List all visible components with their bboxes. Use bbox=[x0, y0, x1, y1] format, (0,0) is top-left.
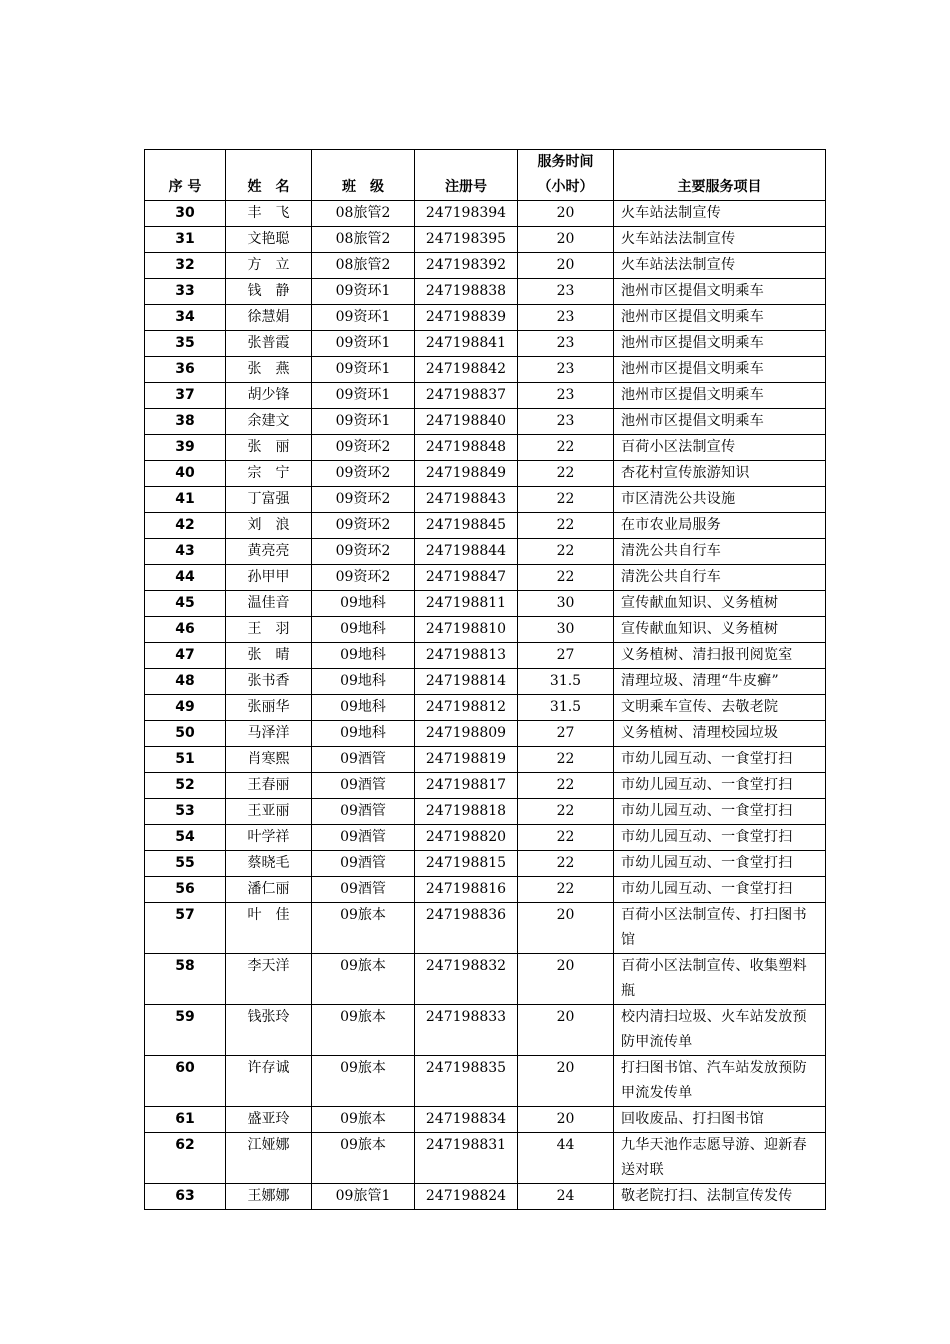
cell-name: 孙甲甲 bbox=[226, 565, 312, 591]
cell-hours: 20 bbox=[518, 903, 614, 954]
cell-hours: 23 bbox=[518, 279, 614, 305]
cell-service: 清洗公共自行车 bbox=[614, 565, 826, 591]
cell-service: 市幼儿园互动、一食堂打扫 bbox=[614, 851, 826, 877]
table-row bbox=[145, 903, 826, 954]
cell-name: 文艳聪 bbox=[226, 227, 312, 253]
cell-reg: 247198394 bbox=[415, 201, 518, 227]
cell-hours: 27 bbox=[518, 721, 614, 747]
cell-hours: 31.5 bbox=[518, 695, 614, 721]
cell-service: 市区清洗公共设施 bbox=[614, 487, 826, 513]
cell-hours: 27 bbox=[518, 643, 614, 669]
cell-name: 张 燕 bbox=[226, 357, 312, 383]
cell-name: 丰 飞 bbox=[226, 201, 312, 227]
cell-name: 黄亮亮 bbox=[226, 539, 312, 565]
table-row bbox=[145, 1133, 826, 1184]
cell-no: 30 bbox=[145, 201, 226, 227]
cell-no: 60 bbox=[145, 1056, 226, 1107]
header-service: 主要服务项目 bbox=[614, 150, 826, 201]
cell-hours: 23 bbox=[518, 305, 614, 331]
cell-hours: 22 bbox=[518, 539, 614, 565]
cell-class: 09资环2 bbox=[312, 461, 415, 487]
cell-reg: 247198824 bbox=[415, 1184, 518, 1210]
cell-name: 许存诚 bbox=[226, 1056, 312, 1107]
cell-reg: 247198813 bbox=[415, 643, 518, 669]
cell-reg: 247198820 bbox=[415, 825, 518, 851]
cell-class: 09旅本 bbox=[312, 1133, 415, 1184]
cell-class: 09资环2 bbox=[312, 565, 415, 591]
cell-no: 35 bbox=[145, 331, 226, 357]
table-body bbox=[145, 201, 826, 1210]
cell-service: 百荷小区法制宣传、打扫图书馆 bbox=[614, 903, 826, 954]
cell-name: 钱 静 bbox=[226, 279, 312, 305]
cell-class: 09资环1 bbox=[312, 279, 415, 305]
header-hours-line1: 服务时间 bbox=[537, 154, 594, 170]
cell-hours: 30 bbox=[518, 617, 614, 643]
cell-hours: 22 bbox=[518, 799, 614, 825]
table-row bbox=[145, 747, 826, 773]
cell-service: 义务植树、清理校园垃圾 bbox=[614, 721, 826, 747]
cell-hours: 22 bbox=[518, 461, 614, 487]
cell-hours: 22 bbox=[518, 487, 614, 513]
cell-class: 08旅管2 bbox=[312, 201, 415, 227]
cell-reg: 247198814 bbox=[415, 669, 518, 695]
cell-no: 61 bbox=[145, 1107, 226, 1133]
cell-service: 在市农业局服务 bbox=[614, 513, 826, 539]
cell-hours: 20 bbox=[518, 227, 614, 253]
cell-service: 清洗公共自行车 bbox=[614, 539, 826, 565]
table-row bbox=[145, 305, 826, 331]
cell-no: 43 bbox=[145, 539, 226, 565]
cell-hours: 30 bbox=[518, 591, 614, 617]
cell-name: 刘 浪 bbox=[226, 513, 312, 539]
cell-class: 09酒管 bbox=[312, 747, 415, 773]
table-row bbox=[145, 357, 826, 383]
cell-reg: 247198833 bbox=[415, 1005, 518, 1056]
cell-service: 文明乘车宣传、去敬老院 bbox=[614, 695, 826, 721]
table-row bbox=[145, 799, 826, 825]
cell-class: 09资环2 bbox=[312, 513, 415, 539]
cell-name: 蔡晓毛 bbox=[226, 851, 312, 877]
cell-reg: 247198812 bbox=[415, 695, 518, 721]
table-row bbox=[145, 565, 826, 591]
cell-service: 市幼儿园互动、一食堂打扫 bbox=[614, 877, 826, 903]
cell-no: 54 bbox=[145, 825, 226, 851]
cell-no: 57 bbox=[145, 903, 226, 954]
cell-name: 王亚丽 bbox=[226, 799, 312, 825]
cell-reg: 247198848 bbox=[415, 435, 518, 461]
cell-hours: 22 bbox=[518, 513, 614, 539]
cell-no: 32 bbox=[145, 253, 226, 279]
cell-hours: 22 bbox=[518, 773, 614, 799]
table-row bbox=[145, 331, 826, 357]
cell-service: 校内清扫垃圾、火车站发放预防甲流传单 bbox=[614, 1005, 826, 1056]
cell-reg: 247198838 bbox=[415, 279, 518, 305]
cell-hours: 20 bbox=[518, 954, 614, 1005]
table-row bbox=[145, 461, 826, 487]
cell-reg: 247198840 bbox=[415, 409, 518, 435]
cell-class: 09酒管 bbox=[312, 773, 415, 799]
cell-reg: 247198395 bbox=[415, 227, 518, 253]
cell-service: 百荷小区法制宣传 bbox=[614, 435, 826, 461]
cell-name: 李天洋 bbox=[226, 954, 312, 1005]
cell-reg: 247198836 bbox=[415, 903, 518, 954]
cell-no: 49 bbox=[145, 695, 226, 721]
table-header-row bbox=[145, 150, 826, 201]
table-row bbox=[145, 669, 826, 695]
table-row bbox=[145, 721, 826, 747]
cell-service: 敬老院打扫、法制宣传发传 bbox=[614, 1184, 826, 1210]
cell-service: 宣传献血知识、义务植树 bbox=[614, 591, 826, 617]
cell-no: 62 bbox=[145, 1133, 226, 1184]
cell-service: 打扫图书馆、汽车站发放预防甲流发传单 bbox=[614, 1056, 826, 1107]
cell-no: 45 bbox=[145, 591, 226, 617]
cell-name: 宗 宁 bbox=[226, 461, 312, 487]
cell-class: 09酒管 bbox=[312, 877, 415, 903]
cell-name: 张 晴 bbox=[226, 643, 312, 669]
cell-name: 肖寒熙 bbox=[226, 747, 312, 773]
table-row bbox=[145, 513, 826, 539]
table-row bbox=[145, 435, 826, 461]
cell-hours: 24 bbox=[518, 1184, 614, 1210]
cell-service: 清理垃圾、清理“牛皮癣” bbox=[614, 669, 826, 695]
cell-hours: 44 bbox=[518, 1133, 614, 1184]
cell-class: 09资环2 bbox=[312, 539, 415, 565]
cell-name: 王娜娜 bbox=[226, 1184, 312, 1210]
cell-service: 池州市区提倡文明乘车 bbox=[614, 409, 826, 435]
cell-service: 火车站法法制宣传 bbox=[614, 227, 826, 253]
cell-class: 09资环1 bbox=[312, 383, 415, 409]
table-row bbox=[145, 253, 826, 279]
cell-service: 池州市区提倡文明乘车 bbox=[614, 331, 826, 357]
table-row bbox=[145, 851, 826, 877]
cell-no: 37 bbox=[145, 383, 226, 409]
cell-no: 53 bbox=[145, 799, 226, 825]
cell-hours: 20 bbox=[518, 1005, 614, 1056]
cell-no: 31 bbox=[145, 227, 226, 253]
cell-service: 市幼儿园互动、一食堂打扫 bbox=[614, 747, 826, 773]
cell-service: 火车站法制宣传 bbox=[614, 201, 826, 227]
cell-class: 09酒管 bbox=[312, 851, 415, 877]
cell-reg: 247198834 bbox=[415, 1107, 518, 1133]
cell-no: 38 bbox=[145, 409, 226, 435]
cell-name: 张 丽 bbox=[226, 435, 312, 461]
cell-hours: 22 bbox=[518, 877, 614, 903]
table-row bbox=[145, 487, 826, 513]
cell-class: 09资环2 bbox=[312, 487, 415, 513]
cell-no: 48 bbox=[145, 669, 226, 695]
cell-service: 池州市区提倡文明乘车 bbox=[614, 279, 826, 305]
header-reg: 注册号 bbox=[415, 150, 518, 201]
table-row bbox=[145, 591, 826, 617]
cell-hours: 22 bbox=[518, 565, 614, 591]
cell-class: 08旅管2 bbox=[312, 253, 415, 279]
cell-class: 09地科 bbox=[312, 669, 415, 695]
cell-service: 市幼儿园互动、一食堂打扫 bbox=[614, 799, 826, 825]
cell-reg: 247198819 bbox=[415, 747, 518, 773]
cell-reg: 247198839 bbox=[415, 305, 518, 331]
cell-name: 张书香 bbox=[226, 669, 312, 695]
cell-hours: 20 bbox=[518, 1107, 614, 1133]
cell-class: 09资环2 bbox=[312, 435, 415, 461]
cell-hours: 22 bbox=[518, 825, 614, 851]
cell-reg: 247198817 bbox=[415, 773, 518, 799]
cell-service: 池州市区提倡文明乘车 bbox=[614, 357, 826, 383]
cell-service: 宣传献血知识、义务植树 bbox=[614, 617, 826, 643]
cell-service: 回收废品、打扫图书馆 bbox=[614, 1107, 826, 1133]
cell-reg: 247198845 bbox=[415, 513, 518, 539]
cell-service: 百荷小区法制宣传、收集塑料瓶 bbox=[614, 954, 826, 1005]
cell-class: 09资环1 bbox=[312, 331, 415, 357]
cell-class: 09酒管 bbox=[312, 799, 415, 825]
cell-name: 叶学祥 bbox=[226, 825, 312, 851]
cell-no: 34 bbox=[145, 305, 226, 331]
cell-reg: 247198816 bbox=[415, 877, 518, 903]
cell-no: 58 bbox=[145, 954, 226, 1005]
table-row bbox=[145, 825, 826, 851]
table-row bbox=[145, 201, 826, 227]
cell-name: 胡少锋 bbox=[226, 383, 312, 409]
cell-class: 09地科 bbox=[312, 617, 415, 643]
table-row bbox=[145, 279, 826, 305]
cell-no: 33 bbox=[145, 279, 226, 305]
cell-hours: 23 bbox=[518, 383, 614, 409]
cell-reg: 247198847 bbox=[415, 565, 518, 591]
cell-name: 江娅娜 bbox=[226, 1133, 312, 1184]
cell-reg: 247198815 bbox=[415, 851, 518, 877]
table-row bbox=[145, 643, 826, 669]
cell-class: 09旅管1 bbox=[312, 1184, 415, 1210]
table-row bbox=[145, 383, 826, 409]
header-class: 班 级 bbox=[312, 150, 415, 201]
cell-class: 09地科 bbox=[312, 591, 415, 617]
cell-class: 09旅本 bbox=[312, 1107, 415, 1133]
cell-no: 47 bbox=[145, 643, 226, 669]
cell-reg: 247198831 bbox=[415, 1133, 518, 1184]
cell-class: 09资环1 bbox=[312, 305, 415, 331]
cell-class: 09地科 bbox=[312, 695, 415, 721]
cell-reg: 247198809 bbox=[415, 721, 518, 747]
cell-name: 王 羽 bbox=[226, 617, 312, 643]
cell-no: 42 bbox=[145, 513, 226, 539]
header-no: 序 号 bbox=[145, 150, 226, 201]
cell-name: 徐慧娟 bbox=[226, 305, 312, 331]
cell-hours: 31.5 bbox=[518, 669, 614, 695]
cell-name: 张丽华 bbox=[226, 695, 312, 721]
cell-name: 温佳音 bbox=[226, 591, 312, 617]
table-row bbox=[145, 954, 826, 1005]
cell-class: 09旅本 bbox=[312, 1056, 415, 1107]
cell-no: 44 bbox=[145, 565, 226, 591]
cell-hours: 22 bbox=[518, 435, 614, 461]
cell-name: 方 立 bbox=[226, 253, 312, 279]
cell-name: 王春丽 bbox=[226, 773, 312, 799]
cell-class: 09旅本 bbox=[312, 903, 415, 954]
cell-reg: 247198811 bbox=[415, 591, 518, 617]
cell-class: 08旅管2 bbox=[312, 227, 415, 253]
cell-reg: 247198818 bbox=[415, 799, 518, 825]
cell-reg: 247198843 bbox=[415, 487, 518, 513]
cell-service: 火车站法法制宣传 bbox=[614, 253, 826, 279]
cell-hours: 20 bbox=[518, 253, 614, 279]
cell-service: 市幼儿园互动、一食堂打扫 bbox=[614, 825, 826, 851]
cell-reg: 247198835 bbox=[415, 1056, 518, 1107]
cell-class: 09酒管 bbox=[312, 825, 415, 851]
cell-no: 41 bbox=[145, 487, 226, 513]
cell-no: 51 bbox=[145, 747, 226, 773]
cell-reg: 247198810 bbox=[415, 617, 518, 643]
cell-service: 市幼儿园互动、一食堂打扫 bbox=[614, 773, 826, 799]
cell-name: 叶 佳 bbox=[226, 903, 312, 954]
cell-service: 池州市区提倡文明乘车 bbox=[614, 383, 826, 409]
cell-class: 09资环1 bbox=[312, 357, 415, 383]
table-row bbox=[145, 227, 826, 253]
table-row bbox=[145, 617, 826, 643]
cell-service: 杏花村宣传旅游知识 bbox=[614, 461, 826, 487]
cell-reg: 247198844 bbox=[415, 539, 518, 565]
volunteer-service-table-container bbox=[144, 149, 826, 1210]
cell-no: 39 bbox=[145, 435, 226, 461]
cell-hours: 23 bbox=[518, 331, 614, 357]
table-row bbox=[145, 409, 826, 435]
cell-no: 52 bbox=[145, 773, 226, 799]
table-row bbox=[145, 1056, 826, 1107]
table-row bbox=[145, 1107, 826, 1133]
table-row bbox=[145, 877, 826, 903]
cell-hours: 20 bbox=[518, 1056, 614, 1107]
cell-reg: 247198849 bbox=[415, 461, 518, 487]
cell-reg: 247198392 bbox=[415, 253, 518, 279]
cell-no: 55 bbox=[145, 851, 226, 877]
cell-name: 丁富强 bbox=[226, 487, 312, 513]
cell-name: 潘仁丽 bbox=[226, 877, 312, 903]
table-row bbox=[145, 1005, 826, 1056]
header-hours-line2: （小时） bbox=[537, 179, 594, 195]
table-row bbox=[145, 539, 826, 565]
cell-class: 09旅本 bbox=[312, 954, 415, 1005]
cell-hours: 22 bbox=[518, 851, 614, 877]
cell-no: 36 bbox=[145, 357, 226, 383]
cell-hours: 23 bbox=[518, 357, 614, 383]
cell-name: 张普霞 bbox=[226, 331, 312, 357]
cell-reg: 247198841 bbox=[415, 331, 518, 357]
cell-hours: 23 bbox=[518, 409, 614, 435]
table-row bbox=[145, 1184, 826, 1210]
cell-reg: 247198832 bbox=[415, 954, 518, 1005]
header-name: 姓 名 bbox=[226, 150, 312, 201]
cell-reg: 247198842 bbox=[415, 357, 518, 383]
cell-class: 09地科 bbox=[312, 721, 415, 747]
cell-class: 09地科 bbox=[312, 643, 415, 669]
cell-name: 余建文 bbox=[226, 409, 312, 435]
volunteer-service-table bbox=[144, 149, 826, 1210]
cell-no: 40 bbox=[145, 461, 226, 487]
cell-no: 63 bbox=[145, 1184, 226, 1210]
table-row bbox=[145, 773, 826, 799]
cell-name: 盛亚玲 bbox=[226, 1107, 312, 1133]
cell-class: 09旅本 bbox=[312, 1005, 415, 1056]
cell-hours: 20 bbox=[518, 201, 614, 227]
cell-no: 59 bbox=[145, 1005, 226, 1056]
cell-name: 马泽洋 bbox=[226, 721, 312, 747]
cell-class: 09资环1 bbox=[312, 409, 415, 435]
cell-no: 50 bbox=[145, 721, 226, 747]
cell-no: 56 bbox=[145, 877, 226, 903]
cell-no: 46 bbox=[145, 617, 226, 643]
cell-name: 钱张玲 bbox=[226, 1005, 312, 1056]
cell-service: 九华天池作志愿导游、迎新春送对联 bbox=[614, 1133, 826, 1184]
cell-service: 池州市区提倡文明乘车 bbox=[614, 305, 826, 331]
cell-hours: 22 bbox=[518, 747, 614, 773]
cell-service: 义务植树、清扫报刊阅览室 bbox=[614, 643, 826, 669]
header-hours bbox=[518, 150, 614, 201]
cell-reg: 247198837 bbox=[415, 383, 518, 409]
table-row bbox=[145, 695, 826, 721]
